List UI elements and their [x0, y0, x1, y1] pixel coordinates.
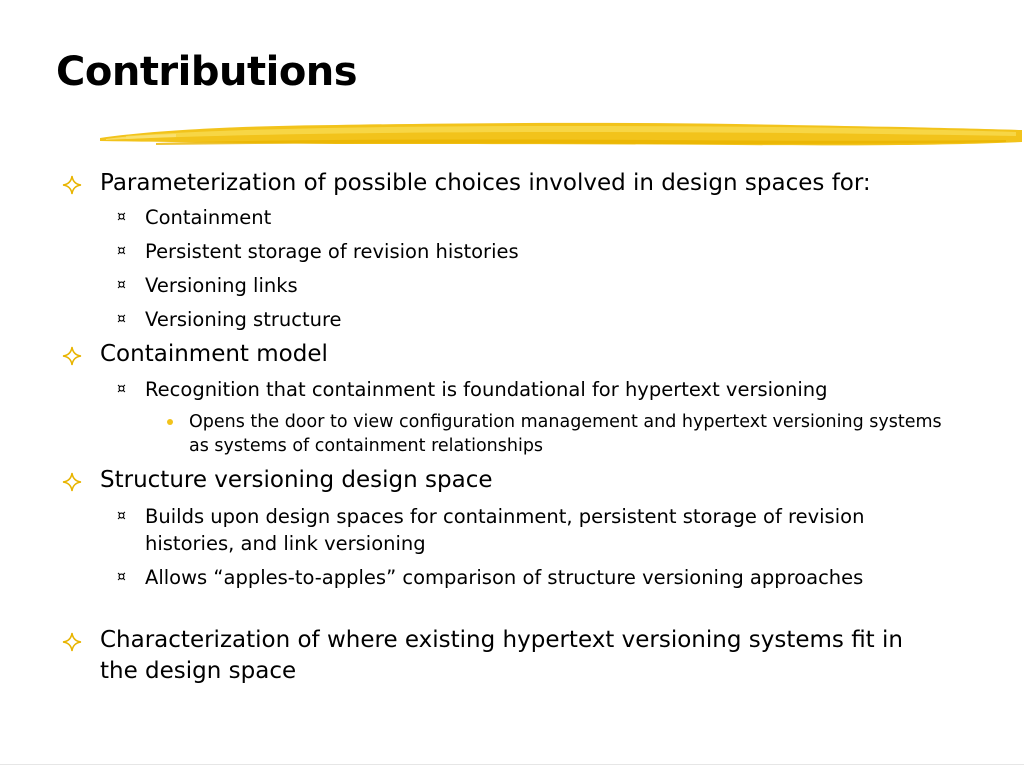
title-underline-brush-stroke	[96, 112, 1024, 152]
bullet-text: Characterization of where existing hypertext versioning systems fit in the design space	[100, 627, 903, 684]
four-point-star-bullet-icon	[62, 632, 82, 652]
bullet-text: Versioning links	[145, 274, 298, 297]
bullet-text: Builds upon design spaces for containment, persistent storage of revision histories, and link versioning	[145, 505, 865, 555]
currency-sign-bullet-icon: ¤	[117, 381, 126, 397]
list-item	[62, 339, 962, 370]
bullet-text: Structure versioning design space	[100, 467, 493, 493]
list-item	[117, 238, 957, 265]
list-item	[117, 204, 957, 231]
currency-sign-bullet-icon: ¤	[117, 508, 126, 524]
four-point-star-bullet-icon	[62, 472, 82, 492]
currency-sign-bullet-icon: ¤	[117, 569, 126, 585]
list-item	[117, 503, 897, 557]
list-item	[62, 625, 942, 687]
slide-title: Contributions	[56, 49, 358, 95]
list-item	[117, 272, 957, 299]
bullet-text: Recognition that containment is foundational for hypertext versioning	[145, 378, 828, 401]
list-item	[117, 564, 877, 591]
currency-sign-bullet-icon: ¤	[117, 277, 126, 293]
bullet-text: Parameterization of possible choices involved in design spaces for:	[100, 170, 871, 196]
bullet-text: Persistent storage of revision histories	[145, 240, 519, 263]
bullet-text: Allows “apples-to-apples” comparison of structure versioning approaches	[145, 566, 864, 589]
dot-bullet-icon	[167, 419, 173, 425]
bullet-text: Opens the door to view configuration management and hypertext versioning systems as systems of containment relationships	[189, 412, 942, 456]
currency-sign-bullet-icon: ¤	[117, 311, 126, 327]
currency-sign-bullet-icon: ¤	[117, 209, 126, 225]
list-item	[117, 376, 957, 403]
bullet-text: Containment model	[100, 341, 328, 367]
four-point-star-bullet-icon	[62, 175, 82, 195]
list-item	[117, 306, 957, 333]
list-item	[167, 410, 967, 458]
bullet-text: Versioning structure	[145, 308, 342, 331]
list-item	[62, 465, 962, 496]
currency-sign-bullet-icon: ¤	[117, 243, 126, 259]
bullet-text: Containment	[145, 206, 272, 229]
list-item	[62, 168, 962, 199]
slide-bottom-divider	[0, 764, 1024, 765]
four-point-star-bullet-icon	[62, 346, 82, 366]
